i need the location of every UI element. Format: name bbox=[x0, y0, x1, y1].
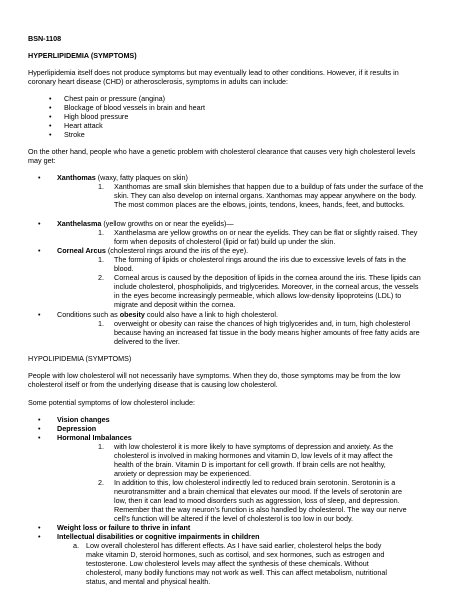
xanthomas-desc-line: skin. They can also develop on internal organs. Xanthomas may appear anywhere on the body. bbox=[114, 191, 417, 200]
hypo-intro-line: People with low cholesterol will not necessarily have symptoms. When they do, those symptoms may be from the low bbox=[28, 371, 401, 380]
xanthomas-item bbox=[57, 173, 188, 182]
genetic-intro-line: may get: bbox=[28, 156, 56, 165]
list-item: Vision changes bbox=[57, 415, 110, 424]
hormonal-desc-line: neurotransmitter and a brain chemical that elevates our mood. If the levels of serotonin are bbox=[114, 487, 403, 496]
arcus-desc-line: The forming of lipids or cholesterol rings around the iris due to excessive levels of fats in the bbox=[114, 255, 407, 264]
list-item: Heart attack bbox=[64, 121, 103, 130]
heading-hyperlipidemia: HYPERLIPIDEMIA (SYMPTOMS) bbox=[28, 51, 137, 60]
bullet-icon: • bbox=[38, 310, 41, 319]
list-number: 1. bbox=[98, 319, 104, 328]
xanthomas-desc-line: Xanthomas are small skin blemishes that happen due to a buildup of fats under the surface of the bbox=[114, 182, 424, 191]
intro-line: coronary heart disease (CHD) or atherosclerosis, symptoms in adults can include: bbox=[28, 77, 289, 86]
bullet-icon: • bbox=[49, 103, 52, 112]
xanthelasma-item bbox=[57, 219, 234, 228]
xanthelasma-desc-line: Xanthelasma are yellow growths on or near the eyelids. They can be flat or slightly raised. They bbox=[114, 228, 418, 237]
list-number: 2. bbox=[98, 273, 104, 282]
xanthelasma-desc-line: form when deposits of cholesterol (lipid or fat) build up under the skin. bbox=[114, 237, 336, 246]
conditions-item bbox=[57, 310, 278, 319]
intellectual-desc-line: testosterone. Low cholesterol levels may affect the synthesis of these chemicals. Without bbox=[86, 559, 369, 568]
list-number: 1. bbox=[98, 255, 104, 264]
list-number: 2. bbox=[98, 478, 104, 487]
document-code: BSN-1108 bbox=[28, 34, 62, 43]
arcus-desc-line: in the eyes become increasingly permeable, which allows low-density lipoproteins (LDL) to bbox=[114, 291, 402, 300]
conditions-desc-line: overweight or obesity can raise the chances of high triglycerides and, in turn, high cholesterol bbox=[114, 319, 411, 328]
arcus-desc-line: include cholesterol, phospholipids, and triglycerides. Moreover, in the corneal arcus, the vessels bbox=[114, 282, 419, 291]
genetic-intro-line: On the other hand, people who have a genetic problem with cholesterol clearance that causes very high cholesterol levels bbox=[28, 147, 416, 156]
bullet-icon: • bbox=[38, 415, 41, 424]
hormonal-desc-line: with low cholesterol it is more likely to have symptoms of depression and anxiety. As the bbox=[114, 442, 394, 451]
list-item: Stroke bbox=[64, 130, 85, 139]
hormonal-desc-line: low, then it can lead to mood disorders such as aggression, loss of sleep, and depression. bbox=[114, 496, 400, 505]
conditions-term: obesity bbox=[119, 310, 145, 319]
bullet-icon: • bbox=[38, 219, 41, 228]
conditions-pre: Conditions such as bbox=[57, 310, 120, 319]
xanthelasma-rest: (yellow growths on or near the eyelids)— bbox=[101, 219, 234, 228]
xanthomas-desc-line: The most common places are the elbows, joints, tendons, knees, hands, feet, and buttocks. bbox=[114, 200, 405, 209]
list-letter: a. bbox=[73, 541, 79, 550]
bullet-icon: • bbox=[49, 130, 52, 139]
intellectual-desc-line: status, and mental and physical health. bbox=[86, 577, 211, 586]
bullet-icon: • bbox=[49, 121, 52, 130]
intellectual-desc-line: cholesterol, many bodily functions may not work as well. This can affect metabolism, nutritional bbox=[86, 568, 387, 577]
bullet-icon: • bbox=[49, 112, 52, 121]
list-number: 1. bbox=[98, 182, 104, 191]
intro-line: Hyperlipidemia itself does not produce symptoms but may eventually lead to other conditions. However, if it results in bbox=[28, 68, 399, 77]
list-item: Depression bbox=[57, 424, 97, 433]
bullet-icon: • bbox=[38, 424, 41, 433]
arcus-desc-line: migrate and deposit within the cornea. bbox=[114, 300, 236, 309]
bullet-icon: • bbox=[38, 523, 41, 532]
list-item: High blood pressure bbox=[64, 112, 129, 121]
list-number: 1. bbox=[98, 228, 104, 237]
corneal-arcus-rest: (cholesterol rings around the iris of the eye). bbox=[105, 246, 249, 255]
corneal-arcus-item bbox=[57, 246, 248, 255]
conditions-post: could also have a link to high cholesterol. bbox=[144, 310, 278, 319]
list-item: Blockage of blood vessels in brain and heart bbox=[64, 103, 206, 112]
list-item: Intellectual disabilities or cognitive impairments in children bbox=[57, 532, 260, 541]
corneal-arcus-term: Corneal Arcus bbox=[57, 246, 106, 255]
heading-hypolipidemia: HYPOLIPIDEMIA (SYMPTOMS) bbox=[28, 354, 132, 363]
list-number: 1. bbox=[98, 442, 104, 451]
bullet-icon: • bbox=[38, 173, 41, 182]
intellectual-desc-line: make vitamin D, steroid hormones, such as cortisol, and sex hormones, such as estrogen and bbox=[86, 550, 385, 559]
hormonal-desc-line: health of the brain. Vitamin D is important for cell growth. If brain cells are not healthy, bbox=[114, 460, 386, 469]
hypo-intro-line: cholesterol itself or from the underlying disease that is causing low cholesterol. bbox=[28, 380, 278, 389]
conditions-desc-line: delivered to the liver. bbox=[114, 337, 180, 346]
conditions-desc-line: because having an increased fat tissue in the body means higher amounts of free fatty acids are bbox=[114, 328, 420, 337]
hormonal-desc-line: anxiety or depression may be experienced. bbox=[114, 469, 252, 478]
list-item: Weight loss or failure to thrive in infant bbox=[57, 523, 191, 532]
arcus-desc-line: blood. bbox=[114, 264, 134, 273]
list-item: Hormonal Imbalances bbox=[57, 433, 132, 442]
bullet-icon: • bbox=[49, 94, 52, 103]
hormonal-desc-line: cell’s function will be altered if the level of cholesterol is too low in our body. bbox=[114, 514, 354, 523]
hormonal-desc-line: cholesterol is involved in making hormones and vitamin D, low levels of it may affect the bbox=[114, 451, 393, 460]
intellectual-desc-line: Low overall cholesterol has different effects. As I have said earlier, cholesterol helps the body bbox=[86, 541, 382, 550]
xanthelasma-term: Xanthelasma bbox=[57, 219, 102, 228]
hypo-list-intro: Some potential symptoms of low cholesterol include: bbox=[28, 398, 195, 407]
hormonal-desc-line: Remember that the way neuron’s function is also handled by cholesterol. The way our nerve bbox=[114, 505, 407, 514]
hormonal-desc-line: In addition to this, low cholesterol indirectly led to reduced brain serotonin. Serotonin is a bbox=[114, 478, 396, 487]
xanthomas-term: Xanthomas bbox=[57, 173, 96, 182]
bullet-icon: • bbox=[38, 532, 41, 541]
arcus-desc-line: Corneal arcus is caused by the deposition of lipids in the cornea around the iris. These lipids can bbox=[114, 273, 421, 282]
bullet-icon: • bbox=[38, 246, 41, 255]
xanthomas-rest: (waxy, fatty plaques on skin) bbox=[95, 173, 188, 182]
bullet-icon: • bbox=[38, 433, 41, 442]
list-item: Chest pain or pressure (angina) bbox=[64, 94, 166, 103]
